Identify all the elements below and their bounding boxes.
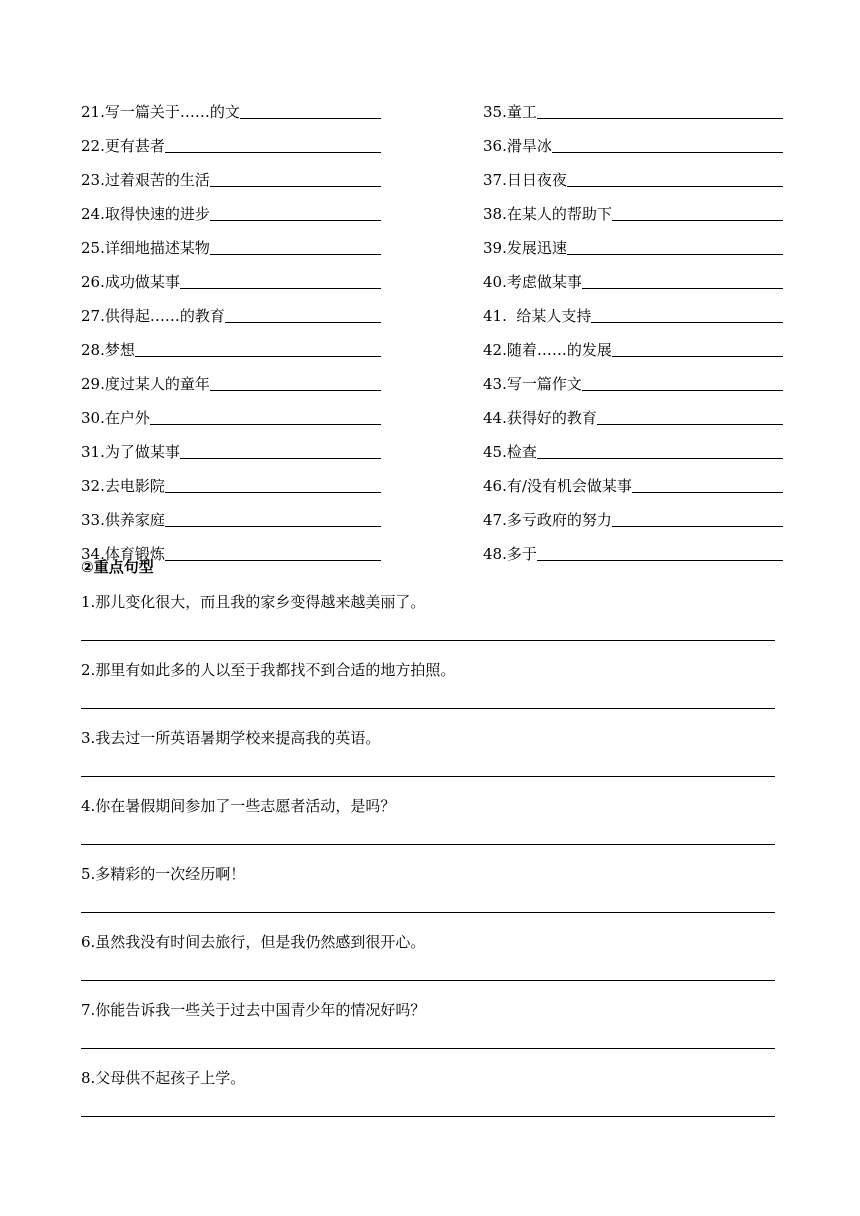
answer-line[interactable] [81, 912, 775, 913]
answer-blank[interactable] [180, 287, 381, 289]
answer-line[interactable] [81, 1048, 775, 1049]
vocab-prompt: 42.随着……的发展 [483, 341, 612, 359]
answer-blank[interactable] [552, 151, 783, 153]
answer-blank[interactable] [582, 389, 783, 391]
answer-blank[interactable] [165, 151, 381, 153]
vocab-item [81, 428, 381, 462]
sentence-item [81, 728, 775, 796]
vocab-column-left [81, 88, 381, 564]
vocab-prompt: 48.多于 [483, 545, 537, 563]
vocab-item [483, 496, 783, 530]
answer-blank[interactable] [165, 525, 381, 527]
vocab-item [483, 122, 783, 156]
answer-blank[interactable] [180, 457, 381, 459]
vocab-prompt: 46.有/没有机会做某事 [483, 477, 632, 495]
vocab-item [81, 292, 381, 326]
answer-blank[interactable] [582, 287, 783, 289]
answer-blank[interactable] [225, 321, 381, 323]
section-title: ②重点句型 [81, 558, 154, 576]
vocab-item [483, 258, 783, 292]
vocab-prompt: 33.供养家庭 [81, 511, 165, 529]
answer-blank[interactable] [240, 117, 381, 119]
vocab-prompt: 27.供得起……的教育 [81, 307, 225, 325]
vocab-item [483, 224, 783, 258]
sentence-prompt: 7.你能告诉我一些关于过去中国青少年的情况好吗？ [81, 1001, 426, 1019]
sentence-item [81, 1068, 775, 1136]
answer-blank[interactable] [612, 219, 783, 221]
sentence-item [81, 864, 775, 932]
vocab-item [81, 360, 381, 394]
vocab-item [483, 462, 783, 496]
vocab-prompt: 36.滑旱冰 [483, 137, 552, 155]
answer-line[interactable] [81, 1116, 775, 1117]
vocab-item [483, 190, 783, 224]
vocab-prompt: 35.童工 [483, 103, 537, 121]
answer-blank[interactable] [612, 355, 783, 357]
vocab-prompt: 37.日日夜夜 [483, 171, 567, 189]
vocab-prompt: 38.在某人的帮助下 [483, 205, 612, 223]
vocab-item [483, 292, 783, 326]
vocab-item [81, 224, 381, 258]
answer-blank[interactable] [210, 389, 381, 391]
answer-blank[interactable] [537, 117, 783, 119]
vocab-prompt: 32.去电影院 [81, 477, 165, 495]
sentence-prompt: 5.多精彩的一次经历啊！ [81, 865, 246, 883]
vocab-prompt: 28.梦想 [81, 341, 135, 359]
sentence-item [81, 796, 775, 864]
vocab-prompt: 39.发展迅速 [483, 239, 567, 257]
answer-blank[interactable] [150, 423, 381, 425]
vocab-item [81, 156, 381, 190]
vocab-item [81, 258, 381, 292]
answer-line[interactable] [81, 640, 775, 641]
vocab-prompt: 22.更有甚者 [81, 137, 165, 155]
sentence-prompt: 4.你在暑假期间参加了一些志愿者活动，是吗？ [81, 797, 396, 815]
sentence-prompt: 8.父母供不起孩子上学。 [81, 1069, 246, 1087]
vocab-prompt: 29.度过某人的童年 [81, 375, 210, 393]
sentence-prompt: 2.那里有如此多的人以至于我都找不到合适的地方拍照。 [81, 661, 456, 679]
vocab-prompt: 26.成功做某事 [81, 273, 180, 291]
sentence-item [81, 1000, 775, 1068]
answer-line[interactable] [81, 708, 775, 709]
answer-blank[interactable] [210, 185, 381, 187]
vocab-prompt: 41. 给某人支持 [483, 307, 592, 325]
answer-line[interactable] [81, 776, 775, 777]
vocab-prompt: 45.检查 [483, 443, 537, 461]
sentence-item [81, 592, 775, 660]
vocab-item [81, 394, 381, 428]
vocab-item [81, 190, 381, 224]
vocab-prompt: 43.写一篇作文 [483, 375, 582, 393]
sentence-prompt: 3.我去过一所英语暑期学校来提高我的英语。 [81, 729, 381, 747]
vocab-prompt: 25.详细地描述某物 [81, 239, 210, 257]
vocab-prompt: 30.在户外 [81, 409, 150, 427]
sentence-prompt: 1.那儿变化很大，而且我的家乡变得越来越美丽了。 [81, 593, 426, 611]
vocab-item [483, 326, 783, 360]
vocab-item [483, 156, 783, 190]
vocab-item [81, 326, 381, 360]
answer-blank[interactable] [597, 423, 783, 425]
answer-blank[interactable] [135, 355, 381, 357]
vocab-prompt: 34.体育锻炼 [81, 545, 165, 563]
answer-blank[interactable] [537, 457, 783, 459]
vocab-item [81, 496, 381, 530]
vocab-column-right [483, 88, 783, 564]
answer-blank[interactable] [165, 559, 381, 561]
vocab-prompt: 40.考虑做某事 [483, 273, 582, 291]
answer-line[interactable] [81, 844, 775, 845]
answer-blank[interactable] [165, 491, 381, 493]
vocab-prompt: 47.多亏政府的努力 [483, 511, 612, 529]
answer-blank[interactable] [537, 559, 783, 561]
sentence-item [81, 932, 775, 1000]
vocab-prompt: 21.写一篇关于……的文 [81, 103, 240, 121]
key-sentences-list [81, 592, 775, 1136]
answer-blank[interactable] [210, 219, 381, 221]
vocab-item [483, 530, 783, 564]
vocab-prompt: 24.取得快速的进步 [81, 205, 210, 223]
answer-blank[interactable] [612, 525, 783, 527]
answer-blank[interactable] [591, 321, 783, 323]
answer-blank[interactable] [567, 185, 783, 187]
vocab-item [81, 462, 381, 496]
vocab-item [483, 88, 783, 122]
answer-line[interactable] [81, 980, 775, 981]
answer-blank[interactable] [632, 491, 783, 493]
vocab-prompt: 31.为了做某事 [81, 443, 180, 461]
answer-blank[interactable] [567, 253, 783, 255]
vocab-item [483, 394, 783, 428]
vocab-item [81, 122, 381, 156]
sentence-item [81, 660, 775, 728]
answer-blank[interactable] [210, 253, 381, 255]
vocab-prompt: 44.获得好的教育 [483, 409, 597, 427]
vocab-prompt: 23.过着艰苦的生活 [81, 171, 210, 189]
vocab-item [81, 88, 381, 122]
vocab-item [483, 360, 783, 394]
vocab-item [483, 428, 783, 462]
sentence-prompt: 6.虽然我没有时间去旅行，但是我仍然感到很开心。 [81, 933, 426, 951]
